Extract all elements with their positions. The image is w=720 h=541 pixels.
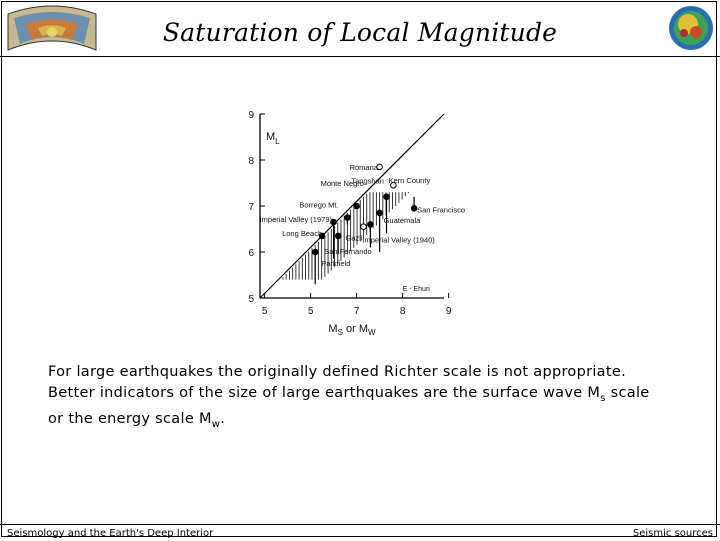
data-point [361,224,367,230]
data-point [345,215,351,221]
data-point [377,210,383,216]
x-tick-label: 7 [353,306,360,317]
y-tick-label: 8 [248,156,254,167]
data-point [335,233,341,239]
data-point [368,222,374,228]
data-point [354,203,360,209]
caption-line-2-sub: s [600,392,606,404]
point-label: Kern County [388,175,431,185]
annotation-label: E - Ehuri [402,286,430,294]
point-label: Guatemala [383,215,421,225]
point-label: Long Beach [282,228,323,238]
x-tick-label: 5 [261,306,268,317]
data-point [312,249,318,255]
caption-text [48,362,668,435]
point-label: San Francisco [417,205,466,215]
caption-line-3 [48,409,668,435]
x-tick-label: 8 [399,306,406,317]
slide-header [0,0,720,57]
y-tick-label: 9 [248,110,254,121]
caption-line-2b: scale [605,385,650,401]
y-tick-label: 7 [248,202,254,213]
point-label: Gazli [345,233,363,243]
point-label: Tangshan [351,176,384,186]
point-label: Imperial Valley (1979) [259,215,333,225]
caption-line-2a: Better indicators of the size of large earthquakes are the surface wave M [48,385,601,401]
chart-svg [230,100,466,340]
point-label: Romana [349,162,378,172]
x-tick-label: 5 [307,306,314,317]
x-tick-label: 9 [445,306,452,317]
earth-cutaway-icon [4,2,100,54]
page-title: Saturation of Local Magnitude [162,18,558,47]
caption-line-1: For large earthquakes the originally defined Richter scale is not appropriate. [48,364,626,380]
point-label: Imperial Valley (1940) [362,235,435,245]
footer-course-title: Seismology and the Earth's Deep Interior [7,528,214,539]
point-label: Parkfield [321,259,351,268]
footer-section-title: Seismic sources [632,528,713,539]
caption-line-2 [48,383,668,409]
magnitude-saturation-chart [230,100,466,340]
point-label: Monte Negro [320,179,364,188]
data-point [411,206,417,212]
y-tick-label: 6 [248,248,254,259]
point-label: San Fernando [324,246,372,256]
caption-line-3-sub: w [211,418,221,430]
y-axis-label: $M_L$ [266,131,280,146]
x-axis-label: $M_S$ or $M_W$ [328,323,376,337]
caption-line-3b: . [220,410,226,427]
data-point [384,194,390,200]
globe-tomography-icon [666,2,716,54]
y-tick-label: 5 [248,294,254,305]
caption-line-3a: or the energy scale M [48,410,212,427]
slide-footer [0,524,720,541]
point-label: Borrego Mt. [299,200,339,210]
